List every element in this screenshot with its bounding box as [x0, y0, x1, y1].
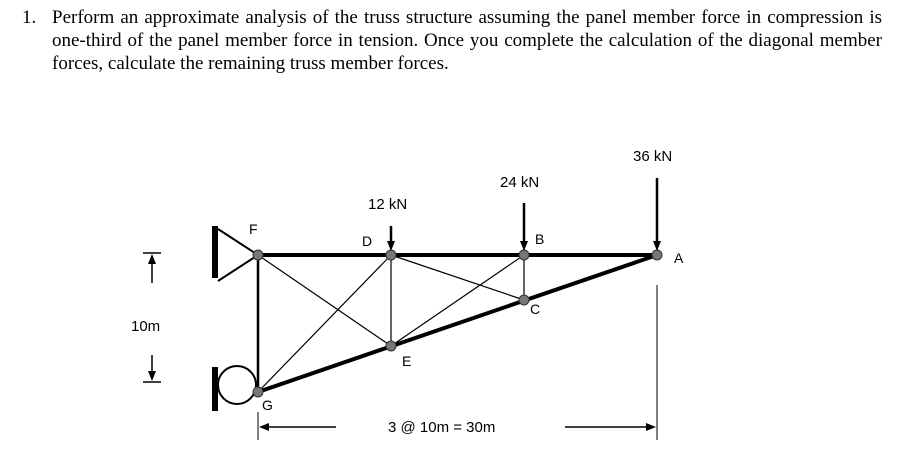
load-label-D: 12 kN: [368, 196, 408, 213]
member-bottom-chord: [258, 255, 657, 392]
truss-members: [258, 255, 657, 392]
problem-text: Perform an approximate analysis of the truss structure assuming the panel member force in compression is one-third of the panel member force in tension. Once you complete the calculation of the diagonal member forces, calculate the remaining truss member forces.: [52, 7, 882, 74]
member-DC: [391, 255, 524, 300]
node-label-F: F: [249, 221, 258, 237]
joint-G: [253, 387, 263, 397]
node-label-B: B: [535, 231, 545, 247]
problem-number: 1.: [22, 7, 37, 28]
node-label-A: A: [674, 250, 684, 266]
member-FE: [258, 255, 391, 346]
node-label-C: C: [530, 301, 541, 317]
roller-support-icon: [218, 366, 256, 404]
node-label-D: D: [362, 233, 373, 249]
node-label-G: G: [262, 397, 273, 413]
joint-D: [386, 250, 396, 260]
load-label-B: 24 kN: [500, 174, 540, 191]
joint-C: [519, 295, 529, 305]
wall-support-upper: [212, 226, 218, 278]
node-label-E: E: [402, 353, 412, 369]
member-GD: [258, 255, 391, 392]
wall-support-lower: [212, 367, 218, 411]
span-label: 3 @ 10m = 30m: [388, 419, 496, 436]
load-label-A: 36 kN: [633, 148, 673, 165]
height-label: 10m: [131, 318, 161, 335]
joint-A: [652, 250, 662, 260]
joint-F: [253, 250, 263, 260]
joint-B: [519, 250, 529, 260]
span-dimension: [258, 285, 657, 440]
joint-E: [386, 341, 396, 351]
member-EB: [391, 255, 524, 346]
